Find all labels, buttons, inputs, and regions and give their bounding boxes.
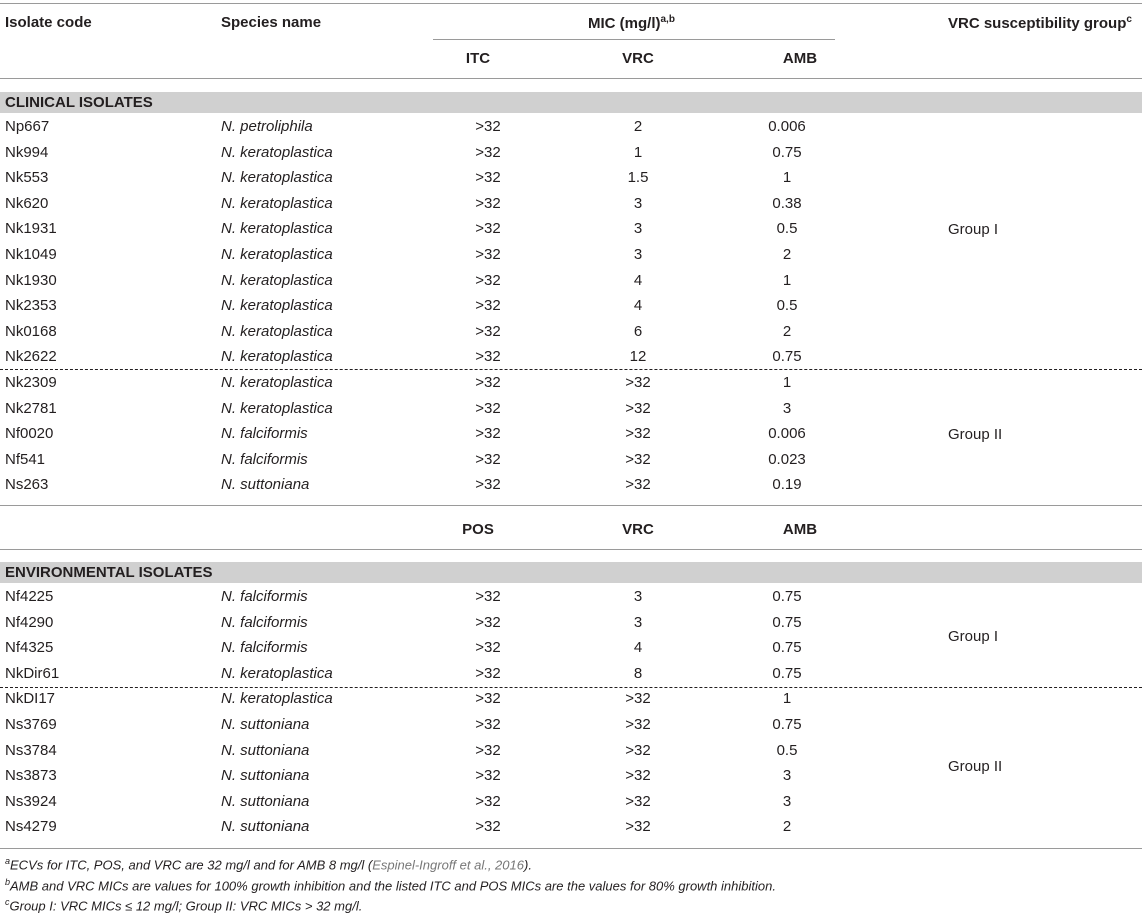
species-name-cell: N. suttoniana xyxy=(221,741,310,759)
species-name-cell: N. keratoplastica xyxy=(221,297,333,315)
species-name-cell: N. keratoplastica xyxy=(221,143,333,161)
isolate-code-cell: Np667 xyxy=(5,118,50,135)
mic-col1-cell: >32 xyxy=(475,399,501,417)
species-name-cell: N. suttoniana xyxy=(221,476,310,494)
mic-vrc-cell: 1.5 xyxy=(627,169,649,187)
isolate-code-cell: Nf4225 xyxy=(5,588,54,605)
group-label-env-1: Group I xyxy=(948,628,999,645)
mic-vrc-cell: >32 xyxy=(625,476,651,494)
mic-vrc-cell: 8 xyxy=(633,664,643,682)
mic-col1-cell: >32 xyxy=(475,767,501,785)
isolate-code-cell: Nk1930 xyxy=(5,271,57,289)
mic-vrc-cell: 1 xyxy=(633,143,643,161)
mic-vrc-cell: 12 xyxy=(629,348,647,366)
footnote-a-citation-link[interactable]: Espinel-Ingroff et al., 2016 xyxy=(372,857,524,873)
species-name-cell: N. keratoplastica xyxy=(221,664,333,682)
header-vrc-group xyxy=(948,14,1132,32)
mic-col1-cell: >32 xyxy=(475,348,501,366)
species-name-cell: N. falciformis xyxy=(221,588,308,605)
mic-col1-cell: >32 xyxy=(475,716,501,733)
mic-col1-cell: >32 xyxy=(475,194,501,212)
mic-amb-cell: 2 xyxy=(782,818,792,836)
isolate-code-cell: Nk994 xyxy=(5,143,49,161)
mic-amb-cell: 2 xyxy=(782,246,792,263)
species-name-cell: N. suttoniana xyxy=(221,818,310,836)
mic-vrc-cell: 2 xyxy=(633,118,643,135)
mic-vrc-cell: 3 xyxy=(633,246,643,263)
species-name-cell: N. suttoniana xyxy=(221,792,310,810)
col-head-amb: AMB xyxy=(782,50,818,67)
header-group-label: VRC susceptibility group xyxy=(948,15,1127,32)
isolate-code-cell: Nk553 xyxy=(5,169,49,187)
species-name-cell: N. keratoplastica xyxy=(221,374,333,391)
mic-col1-cell: >32 xyxy=(475,818,501,836)
isolate-code-cell: Nk2622 xyxy=(5,348,57,366)
isolate-code-cell: Nf4325 xyxy=(5,639,54,657)
group-label-env-2: Group II xyxy=(948,758,1003,775)
mic-amb-cell: 3 xyxy=(782,792,792,810)
mic-col1-cell: >32 xyxy=(475,613,501,631)
mic-col1-cell: >32 xyxy=(475,792,501,810)
mic-vrc-cell: >32 xyxy=(625,399,651,417)
mic-col1-cell: >32 xyxy=(475,220,501,238)
table-top-rule xyxy=(0,3,1142,4)
mic-vrc-cell: >32 xyxy=(625,690,651,708)
clinical-group-divider xyxy=(0,369,1142,370)
header-species-name: Species name xyxy=(221,14,322,31)
table-row xyxy=(0,815,1142,840)
mic-amb-cell: 0.19 xyxy=(772,476,802,494)
isolate-code-cell: NkDI17 xyxy=(5,690,56,708)
species-name-cell: N. keratoplastica xyxy=(221,194,333,212)
mic-vrc-cell: >32 xyxy=(625,741,651,759)
header-isolate-code: Isolate code xyxy=(5,14,92,31)
species-name-cell: N. falciformis xyxy=(221,425,308,443)
footnote-a-mark: a xyxy=(5,856,11,866)
table-row xyxy=(0,320,1142,345)
col-head-pos: POS xyxy=(462,521,494,538)
section-band-clinical xyxy=(0,92,1142,113)
mic-col1-cell: >32 xyxy=(475,322,501,340)
mic-col1-cell: >32 xyxy=(475,297,501,315)
env-header-rule xyxy=(0,549,1142,550)
header-mic-label: MIC (mg/l) xyxy=(588,15,661,32)
section-label-environmental: ENVIRONMENTAL ISOLATES xyxy=(5,564,213,581)
isolate-code-cell: Ns3769 xyxy=(5,716,57,733)
mic-amb-cell: 0.75 xyxy=(772,664,802,682)
mic-amb-cell: 0.75 xyxy=(772,588,802,605)
species-name-cell: N. keratoplastica xyxy=(221,271,333,289)
isolate-code-cell: Ns3873 xyxy=(5,767,57,785)
footnote-b-mark: b xyxy=(5,877,11,887)
isolate-code-cell: Nk620 xyxy=(5,194,49,212)
species-name-cell: N. keratoplastica xyxy=(221,246,333,263)
mic-underline xyxy=(433,39,835,40)
footnote-a-text: ECVs for ITC, POS, and VRC are 32 mg/l and for AMB 8 mg/l ( xyxy=(10,857,373,873)
mic-amb-cell: 0.38 xyxy=(772,194,802,212)
mic-vrc-cell: 3 xyxy=(633,613,643,631)
footnote-b xyxy=(5,877,776,893)
isolate-code-cell: Nf0020 xyxy=(5,425,54,443)
mic-col1-cell: >32 xyxy=(475,690,501,708)
species-name-cell: N. keratoplastica xyxy=(221,169,333,187)
mic-col1-cell: >32 xyxy=(475,741,501,759)
footnote-b-text: AMB and VRC MICs are values for 100% growth inhibition and the listed ITC and POS MICs are the values for 80% growth inhibition. xyxy=(10,878,776,894)
mic-amb-cell: 0.023 xyxy=(768,450,806,468)
mic-col1-cell: >32 xyxy=(475,169,501,187)
table-row xyxy=(0,473,1142,498)
mic-col1-cell: >32 xyxy=(475,118,501,135)
table-row xyxy=(0,448,1142,473)
table-row xyxy=(0,166,1142,191)
footnote-c-text: Group I: VRC MICs ≤ 12 mg/l; Group II: VRC MICs > 32 mg/l. xyxy=(9,898,363,914)
mic-amb-cell: 0.75 xyxy=(772,716,802,733)
mic-amb-cell: 0.75 xyxy=(772,348,802,366)
isolate-code-cell: Nk2781 xyxy=(5,399,57,417)
group-label-clinical-2: Group II xyxy=(948,426,1003,443)
table-row xyxy=(0,397,1142,422)
mic-vrc-cell: >32 xyxy=(625,425,651,443)
mic-col1-cell: >32 xyxy=(475,476,501,494)
mic-vrc-cell: >32 xyxy=(625,792,651,810)
table-row xyxy=(0,269,1142,294)
table-bottom-rule xyxy=(0,848,1142,849)
isolate-code-cell: Ns3924 xyxy=(5,792,57,810)
species-name-cell: N. suttoniana xyxy=(221,716,310,733)
col-head-env-amb: AMB xyxy=(782,521,818,538)
header-group-superscript: c xyxy=(1126,14,1132,25)
mic-vrc-cell: >32 xyxy=(625,818,651,836)
header-bottom-rule xyxy=(0,78,1142,79)
mic-amb-cell: 0.006 xyxy=(768,425,806,443)
table-row xyxy=(0,687,1142,712)
species-name-cell: N. keratoplastica xyxy=(221,348,333,366)
mic-col1-cell: >32 xyxy=(475,588,501,605)
isolate-code-cell: Nk2309 xyxy=(5,374,57,391)
table-row xyxy=(0,192,1142,217)
species-name-cell: N. petroliphila xyxy=(221,118,313,135)
isolate-code-cell: NkDir61 xyxy=(5,664,60,682)
section-label-clinical: CLINICAL ISOLATES xyxy=(5,94,153,111)
species-name-cell: N. keratoplastica xyxy=(221,399,333,417)
table-row xyxy=(0,790,1142,815)
mic-vrc-cell: 4 xyxy=(633,271,643,289)
mic-amb-cell: 0.006 xyxy=(768,118,806,135)
isolate-code-cell: Ns4279 xyxy=(5,818,57,836)
section-band-environmental xyxy=(0,562,1142,583)
mic-amb-cell: 0.5 xyxy=(776,297,798,315)
species-name-cell: N. falciformis xyxy=(221,450,308,468)
mic-amb-cell: 1 xyxy=(782,271,792,289)
species-name-cell: N. keratoplastica xyxy=(221,220,333,238)
table-row xyxy=(0,243,1142,268)
mic-col1-cell: >32 xyxy=(475,639,501,657)
table-row xyxy=(0,115,1142,140)
mic-vrc-cell: 4 xyxy=(633,639,643,657)
mic-col1-cell: >32 xyxy=(475,425,501,443)
isolate-code-cell: Ns263 xyxy=(5,476,49,494)
footnote-a-end: ). xyxy=(523,857,532,873)
mic-vrc-cell: >32 xyxy=(625,450,651,468)
mic-vrc-cell: >32 xyxy=(625,374,651,391)
mic-vrc-cell: 6 xyxy=(633,322,643,340)
mic-amb-cell: 0.75 xyxy=(772,613,802,631)
isolate-code-cell: Nf541 xyxy=(5,450,46,468)
species-name-cell: N. keratoplastica xyxy=(221,322,333,340)
species-name-cell: N. falciformis xyxy=(221,613,308,631)
table-row xyxy=(0,585,1142,610)
mic-vrc-cell: 3 xyxy=(633,220,643,238)
mic-amb-cell: 1 xyxy=(782,690,792,708)
mic-amb-cell: 0.5 xyxy=(776,741,798,759)
mic-col1-cell: >32 xyxy=(475,664,501,682)
mic-amb-cell: 1 xyxy=(782,169,792,187)
mic-amb-cell: 0.5 xyxy=(776,220,798,238)
isolate-code-cell: Nk1049 xyxy=(5,246,57,263)
mic-amb-cell: 3 xyxy=(782,767,792,785)
mic-col1-cell: >32 xyxy=(475,374,501,391)
footnote-c-mark: c xyxy=(5,897,10,907)
footnote-a xyxy=(5,856,532,872)
mic-vrc-cell: 3 xyxy=(633,588,643,605)
footnote-c xyxy=(5,897,362,913)
table-row xyxy=(0,141,1142,166)
mic-amb-cell: 2 xyxy=(782,322,792,340)
col-head-env-vrc: VRC xyxy=(622,521,654,538)
species-name-cell: N. keratoplastica xyxy=(221,690,333,708)
isolate-code-cell: Nf4290 xyxy=(5,613,54,631)
mic-vrc-cell: >32 xyxy=(625,767,651,785)
mic-col1-cell: >32 xyxy=(475,450,501,468)
table-row xyxy=(0,713,1142,738)
clinical-bottom-rule xyxy=(0,505,1142,506)
mic-col1-cell: >32 xyxy=(475,271,501,289)
header-mic xyxy=(588,14,675,32)
species-name-cell: N. suttoniana xyxy=(221,767,310,785)
env-group-divider xyxy=(0,687,1142,688)
mic-vrc-cell: 3 xyxy=(633,194,643,212)
mic-amb-cell: 0.75 xyxy=(772,639,802,657)
isolate-code-cell: Nk1931 xyxy=(5,220,57,238)
col-head-itc: ITC xyxy=(465,50,491,67)
mic-col1-cell: >32 xyxy=(475,246,501,263)
table-row xyxy=(0,662,1142,687)
group-label-clinical-1: Group I xyxy=(948,221,999,238)
mic-col1-cell: >32 xyxy=(475,143,501,161)
mic-vrc-cell: >32 xyxy=(625,716,651,733)
mic-amb-cell: 0.75 xyxy=(772,143,802,161)
table-row xyxy=(0,294,1142,319)
isolate-code-cell: Nk0168 xyxy=(5,322,57,340)
mic-amb-cell: 1 xyxy=(782,374,792,391)
species-name-cell: N. falciformis xyxy=(221,639,308,657)
isolate-code-cell: Ns3784 xyxy=(5,741,57,759)
header-mic-superscript: a,b xyxy=(660,14,675,25)
table-row xyxy=(0,345,1142,370)
isolate-code-cell: Nk2353 xyxy=(5,297,57,315)
mic-vrc-cell: 4 xyxy=(633,297,643,315)
table-row xyxy=(0,371,1142,396)
mic-amb-cell: 3 xyxy=(782,399,792,417)
col-head-vrc: VRC xyxy=(622,50,654,67)
